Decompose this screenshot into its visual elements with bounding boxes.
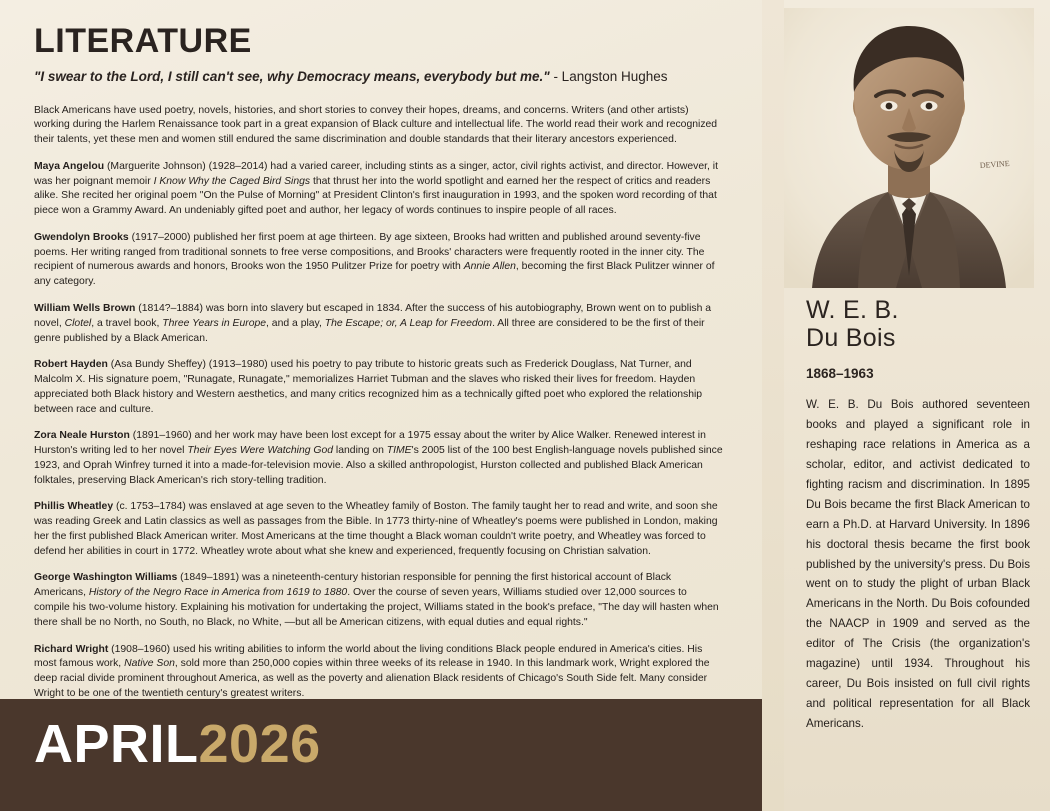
paragraph-george-washington-williams <box>34 571 724 630</box>
month-banner <box>0 699 762 811</box>
month-year-label <box>34 714 321 774</box>
article-body <box>34 104 724 702</box>
sidebar-left-strip <box>762 0 784 811</box>
text-run: (1917–2000) published her first poem at age thirteen. By age sixteen, Brooks had written and published around seventy-five poems. Her writing ranged from traditional sonnets to free verse compositions, and Brooks' characters were frequently rooted in the inner city. The recipient of numerous awards and honors, Brooks won the 1950 Pulitzer Prize for poetry with <box>34 231 705 273</box>
paragraph-gwendolyn-brooks <box>34 231 724 290</box>
person-dates: 1868–1963 <box>806 366 874 381</box>
year-label: 2026 <box>198 714 321 774</box>
work-title: Three Years in Europe <box>162 317 267 329</box>
author-name: Maya Angelou <box>34 160 105 172</box>
text-run: (Marguerite Johnson) (1928–2014) had a varied career, including stints as a singer, actor, civil rights activist, and director. However, it was her poignant memoir <box>34 160 718 187</box>
portrait-illustration <box>784 8 1034 288</box>
text-run: (1908–1960) used his writing abilities to inform the world about the living conditions Black people endured in America's cities. His most famous work, <box>34 643 703 670</box>
paragraph-maya-angelou <box>34 160 724 219</box>
text-run: Black Americans have used poetry, novels, histories, and short stories to convey their hopes, dreams, and concerns. Writers (and other artists) working during the Harlem Renaissance took part in a great expansion of Black culture and intellectual life. The world read their work and recognized their talents, yet these men and women still endured the same discrimination and double standards that their literary ancestors experienced. <box>34 104 718 146</box>
author-name: Phillis Wheatley <box>34 501 114 513</box>
work-title: TIME <box>386 445 412 457</box>
sidebar-text-block <box>806 296 1030 734</box>
month-label: APRIL <box>34 714 199 774</box>
text-run: , and a play, <box>266 317 325 329</box>
author-name: Richard Wright <box>34 643 109 655</box>
pull-quote <box>34 68 724 86</box>
text-run: . Over the course of seven years, Williams studied over 12,000 sources to compile his two-volume history. Explaining his motivation for undertaking the project, Williams stated in the book's preface, "The day will hasten when there shall be no North, no South, no Black, no White, —but all be American citizens, with equal duties and equal rights." <box>34 587 719 628</box>
text-run: (1891–1960) and her work may have been lost except for a 1975 essay about the writer by Alice Walker. Renewed interest in Hurston's writing led to her novel <box>34 430 706 457</box>
work-title: I Know Why the Caged Bird Sings <box>153 175 311 187</box>
paragraph-intro <box>34 104 724 148</box>
quote-attribution: - Langston Hughes <box>549 69 668 84</box>
paragraph-richard-wright <box>34 643 724 702</box>
paragraph-robert-hayden <box>34 358 724 417</box>
text-run: (c. 1753–1784) was enslaved at age seven to the Wheatley family of Boston. The family taught her to read and write, and soon she was reading Greek and Latin classics as well as passages from the Bible. In 1773 thirty-nine of Wheatley's poems were published in London, making her the first published Black American writer. Most Americans at the time thought a Black woman couldn't write poetry, and Wheatley was forced to defend her abilities in court in 1772. Wheatley wrote about what she knew and experienced, frequently focusing on Christian salvation. <box>34 501 718 557</box>
author-name: William Wells Brown <box>34 302 136 314</box>
work-title: Native Son <box>124 658 175 670</box>
author-name: George Washington Williams <box>34 572 178 584</box>
portrait-signature: DEVINE <box>979 158 1010 170</box>
text-run: (Asa Bundy Sheffey) (1913–1980) used his poetry to pay tribute to historic greats such as Frederick Douglass, Nat Turner, and Malcolm X. His signature poem, "Runagate, Runagate," memorializes Harriet Tubman and the slaves who risked their lives for freedom. Hayden appreciated both Black history and Western aesthetics, and many critics recognized him as a technically gifted poet who explored the relationship between race and culture. <box>34 359 703 415</box>
page-title: LITERATURE <box>34 22 252 60</box>
text-run: landing on <box>333 445 387 457</box>
work-title: The Escape; or, A Leap for Freedom <box>324 317 493 329</box>
text-run: that thrust her into the world spotlight and earned her the respect of critics and readers alike. She recited her original poem "On the Pulse of Morning" at President Clinton's first inauguration in 1993, and the spoken word recording of that piece won a Grammy Award. An undeniably gifted poet and author, her legacy of words continues to inspire people of all races. <box>34 175 717 217</box>
text-run: (1814?–1884) was born into slavery but escaped in 1834. After the success of his autobiography, Brown went on to publish a novel, <box>34 302 712 329</box>
person-name <box>806 296 1030 352</box>
quote-text: "I swear to the Lord, I still can't see, why Democracy means, everybody but me." <box>34 69 550 84</box>
text-run: , becoming the first Black Pulitzer winner of any category. <box>34 261 715 288</box>
text-run: (1849–1891) was a nineteenth-century historian responsible for penning the first historical account of Black Americans, <box>34 572 672 599</box>
paragraph-phillis-wheatley <box>34 500 724 559</box>
paragraph-william-wells-brown <box>34 302 724 346</box>
text-run: , a travel book, <box>91 317 163 329</box>
person-bio: W. E. B. Du Bois authored seventeen books and played a significant role in reshaping race relations in America as a scholar, editor, and activist dedicated to fighting racism and discrimination. In 1895 Du Bois became the first Black American to earn a Ph.D. at Harvard University. In 1896 his doctoral thesis became the first book published by the university's press. Du Bois went on to study the plight of urban Black Americans in the North. Du Bois cofounded the NAACP in 1909 and served as the editor of The Crisis (the organization's magazine) until 1934. Throughout his career, Du Bois insisted on full civil rights and political representation for all Black Americans. <box>806 398 1030 730</box>
person-name-line2: Du Bois <box>806 324 896 352</box>
author-name: Robert Hayden <box>34 359 108 371</box>
person-name-line1: W. E. B. <box>806 296 899 324</box>
paragraph-zora-neale-hurston <box>34 429 724 488</box>
author-name: Zora Neale Hurston <box>34 430 130 442</box>
portrait-svg <box>784 8 1034 288</box>
text-run: 's 2005 list of the 100 best English-language novels published since 1923, and Oprah Winfrey turned it into a made-for-television movie. Also a skilled anthropologist, Hurston collected and published Black American folktales, preserving Black American's rich story-telling tradition. <box>34 445 723 486</box>
text-run: . All three are considered to be the first of their genre published by a Black American. <box>34 317 705 344</box>
work-title: Annie Allen <box>463 261 516 273</box>
work-title: Clotel <box>64 317 92 329</box>
text-run: , sold more than 250,000 copies within three weeks of its release in 1940. In this landmark work, Wright explored the deep racial divide prominent throughout America, as well as the poverty and alienation Black residents of Chicago's South Side felt. Many consider Wright to be one of the twentieth century's greatest writers. <box>34 658 710 699</box>
work-title: History of the Negro Race in America from 1619 to 1880 <box>88 587 348 599</box>
article-column <box>34 24 724 714</box>
author-name: Gwendolyn Brooks <box>34 231 129 243</box>
work-title: Their Eyes Were Watching God <box>187 445 334 457</box>
